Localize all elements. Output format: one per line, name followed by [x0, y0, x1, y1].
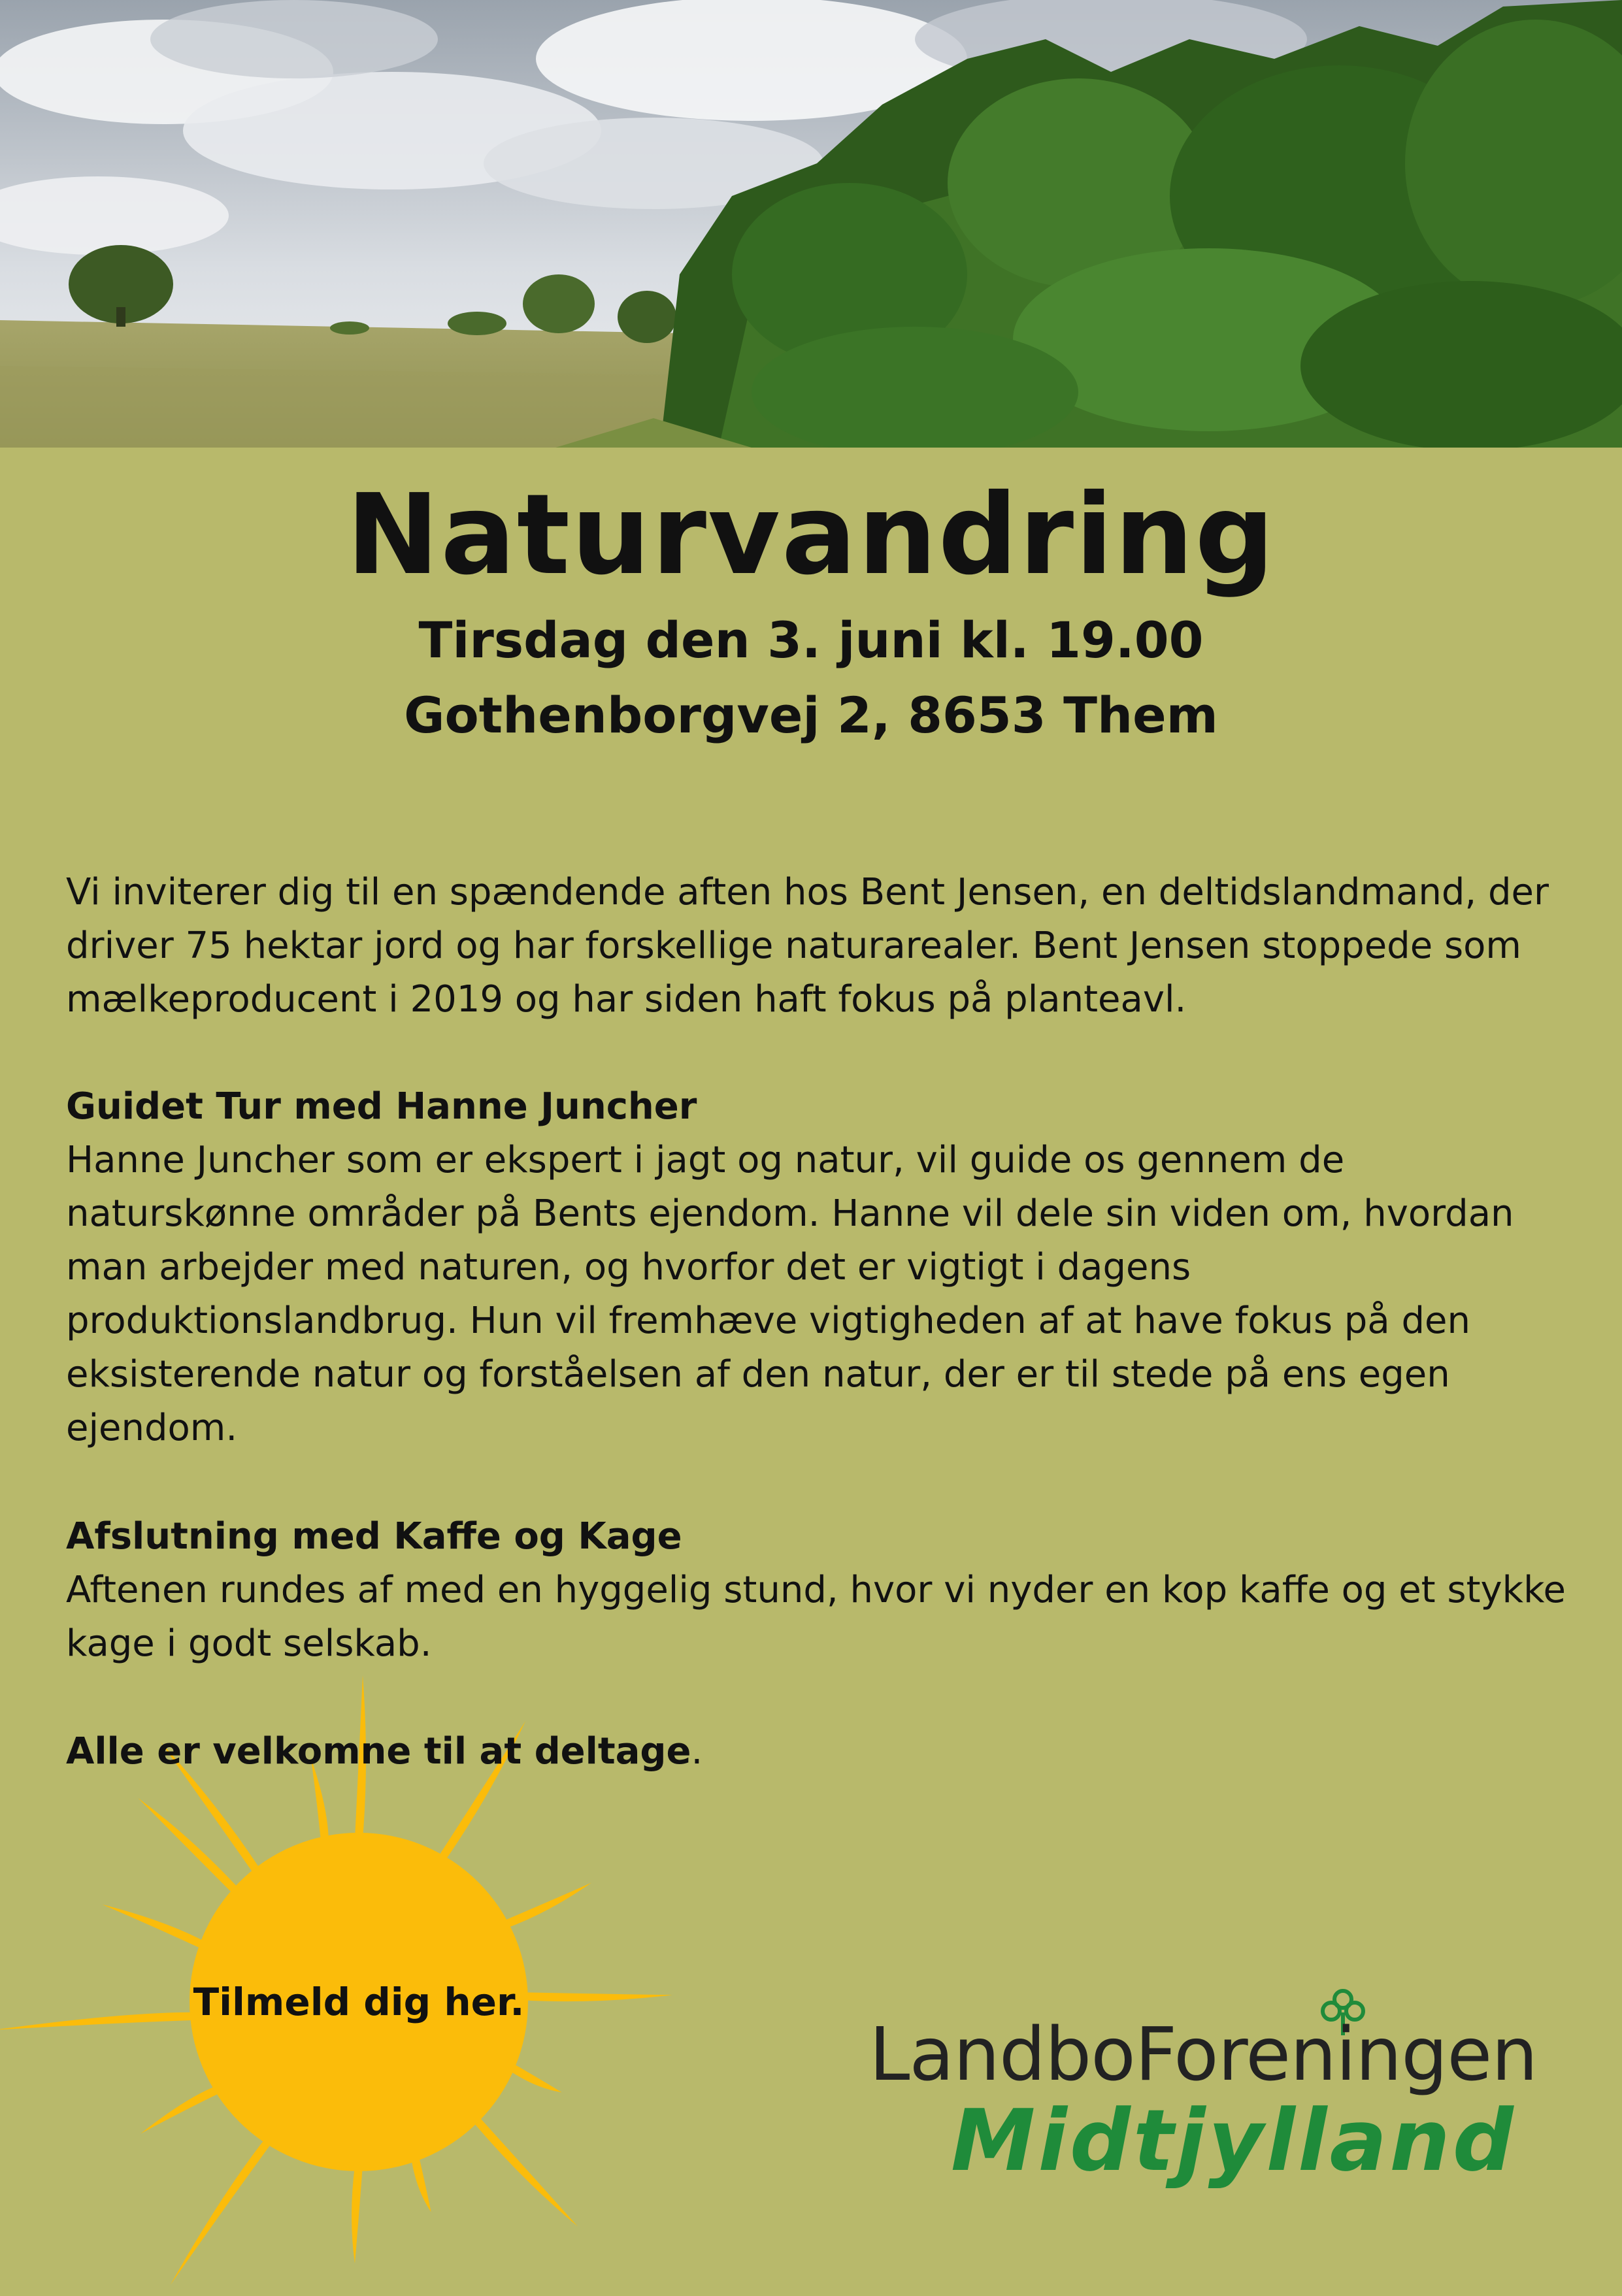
section-heading: Afslutning med Kaffe og Kage [66, 1515, 682, 1558]
text-line: Hanne Juncher som er ekspert i jagt og natur, vil guide os gennem de [66, 1139, 1345, 1181]
signup-label: Tilmeld dig her. [193, 1980, 525, 2024]
closing-line [66, 1725, 1569, 1779]
text-line: Aftenen rundes af med en hyggelig stund, hvor vi nyder en kop kaffe og et stykke [66, 1569, 1566, 1611]
section-coffee-cake [66, 1510, 1569, 1671]
text-line: kage i godt selskab. [66, 1622, 432, 1665]
section-guided-tour [66, 1080, 1569, 1455]
text-line: ejendom. [66, 1407, 238, 1449]
hero-landscape-image [0, 0, 1622, 448]
text-line: eksisterende natur og forståelsen af den natur, der er til stede på ens egen [66, 1353, 1450, 1396]
text-line: driver 75 hektar jord og har forskellige naturarealer. Bent Jensen stoppede som [66, 925, 1521, 967]
logo-line-2: Midtjylland [951, 2091, 1516, 2190]
text-line: Vi inviterer dig til en spændende aften hos Bent Jensen, en deltidslandmand, der [66, 871, 1549, 913]
text-line: naturskønne områder på Bents ejendom. Hanne vil dele sin viden om, hvordan [66, 1192, 1514, 1235]
text-line: produktionslandbrug. Hun vil fremhæve vigtigheden af at have fokus på den [66, 1300, 1470, 1342]
closing-bold: Alle er velkomne til at deltage [66, 1730, 691, 1773]
closing-punct: . [691, 1730, 703, 1773]
intro-paragraph [66, 866, 1569, 1026]
signup-button[interactable] [190, 1833, 528, 2171]
text-line: man arbejder med naturen, og hvorfor det er vigtigt i dagens [66, 1246, 1191, 1288]
text-line: mælkeproducent i 2019 og har siden haft fokus på planteavl. [66, 978, 1187, 1021]
event-address: Gothenborgvej 2, 8653 Them [404, 686, 1218, 744]
logo-line-1: LandboForeningen [869, 2012, 1538, 2097]
event-date: Tirsdag den 3. juni kl. 19.00 [418, 611, 1204, 669]
section-heading: Guidet Tur med Hanne Juncher [66, 1085, 697, 1128]
event-title: Naturvandring [346, 470, 1276, 600]
landboforeningen-logo [869, 1986, 1575, 2208]
